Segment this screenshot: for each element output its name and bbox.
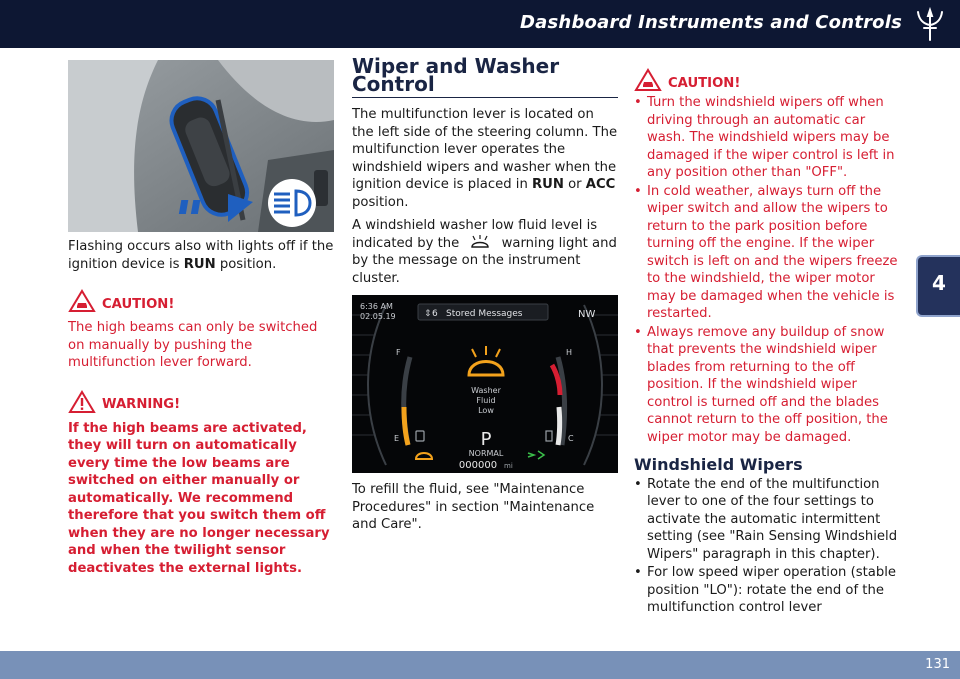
warning-text: If the high beams are activated, they will turn on automatically every time the low beams are switched on either manually or automatically. We recommend therefore that you switch them off when they are no longer necessary and when the twilight sensor deactivates the external lights. <box>68 420 330 576</box>
alert-line-3: Low <box>478 406 494 415</box>
cluster-msg-label: Stored Messages <box>446 309 523 319</box>
chapter-tab[interactable] <box>916 255 960 317</box>
fuel-e-label: E <box>394 434 400 443</box>
gear-indicator: P <box>480 429 492 450</box>
caution-list <box>634 94 904 446</box>
header-title: Dashboard Instruments and Controls <box>520 12 902 33</box>
caution-heading <box>68 289 336 313</box>
list-item: • In cold weather, always turn off the wiper switch and allow the wipers to return to the park position before turning off the engine. If the wiper switch is left on and the wipers freeze to the windshield, the wiper motor may be damaged when the vehicle is restarted. <box>634 183 904 323</box>
odometer-value: 000000 <box>458 460 498 471</box>
flashing-paragraph: Flashing occurs also with lights off if the ignition device is RUN position. <box>68 239 334 272</box>
refill-paragraph: To refill the fluid, see "Maintenance Procedures" in section "Maintenance and Care". <box>352 482 595 532</box>
list-item: • Always remove any buildup of snow that prevents the windshield wiper blades from returning to the off position. If the windshield wiper control is turned off and the blades cannot return to the off position, the wiper motor may be damaged. <box>634 324 904 447</box>
page-number: 131 <box>925 657 950 672</box>
cluster-msg-count: 6 <box>432 309 438 319</box>
page-header <box>0 0 960 48</box>
odometer-unit: mi <box>504 462 513 470</box>
column-right <box>634 75 904 617</box>
trident-logo-icon <box>914 6 946 42</box>
section-title: Wiper and Washer Control <box>352 58 618 98</box>
drive-mode: NORMAL <box>468 449 504 458</box>
list-item: • Turn the windshield wipers off when driving through an automatic car wash. The windshield wipers may be damaged if the wiper control is left in any position other than "OFF". <box>634 94 904 182</box>
caution-title-right: CAUTION! <box>668 75 741 91</box>
column-middle <box>352 54 618 534</box>
page-footer <box>0 651 960 679</box>
caution-car-icon <box>68 289 96 313</box>
caution-car-icon <box>634 68 662 92</box>
list-item: • Rotate the end of the multifunction lever to one of the four settings to activate the automatic intermittent setting (see "Rain Sensing Windshield Wipers" paragraph in this chapter). <box>634 476 904 564</box>
column-left <box>68 60 336 577</box>
lever-photo <box>68 60 334 232</box>
lever-paragraph: The multifunction lever is located on the left side of the steering column. The multifunction lever operates the windshield wipers and washer when the ignition device is placed in RUN or ACC position. <box>352 107 618 210</box>
instrument-cluster <box>352 295 618 473</box>
svg-text:⇕: ⇕ <box>424 309 432 319</box>
warning-title: WARNING! <box>102 397 181 412</box>
low-fluid-paragraph: A windshield washer low fluid level is indicated by the warning light and by the message on the instrument cluster. <box>352 218 617 286</box>
cluster-heading: NW <box>578 309 596 320</box>
chapter-number: 4 <box>932 271 946 295</box>
washer-fluid-icon <box>463 235 497 249</box>
wiper-list <box>634 476 904 617</box>
subsection-title: Windshield Wipers <box>634 455 803 474</box>
warning-heading <box>68 390 336 414</box>
caution-heading-right <box>634 68 904 92</box>
alert-line-1: Washer <box>471 386 501 395</box>
fuel-f-label: F <box>396 348 401 357</box>
alert-line-2: Fluid <box>476 396 496 405</box>
list-item: • For low speed wiper operation (stable position "LO"): rotate the end of the multifunction control lever <box>634 564 904 617</box>
temp-c-label: C <box>568 434 574 443</box>
caution-title: CAUTION! <box>102 296 175 312</box>
caution-text: The high beams can only be switched on manually by pushing the multifunction lever forward. <box>68 320 318 370</box>
cluster-date: 02.05.19 <box>360 312 396 321</box>
warning-icon <box>68 390 96 414</box>
cluster-time: 6:36 AM <box>360 302 393 311</box>
temp-h-label: H <box>566 348 573 357</box>
